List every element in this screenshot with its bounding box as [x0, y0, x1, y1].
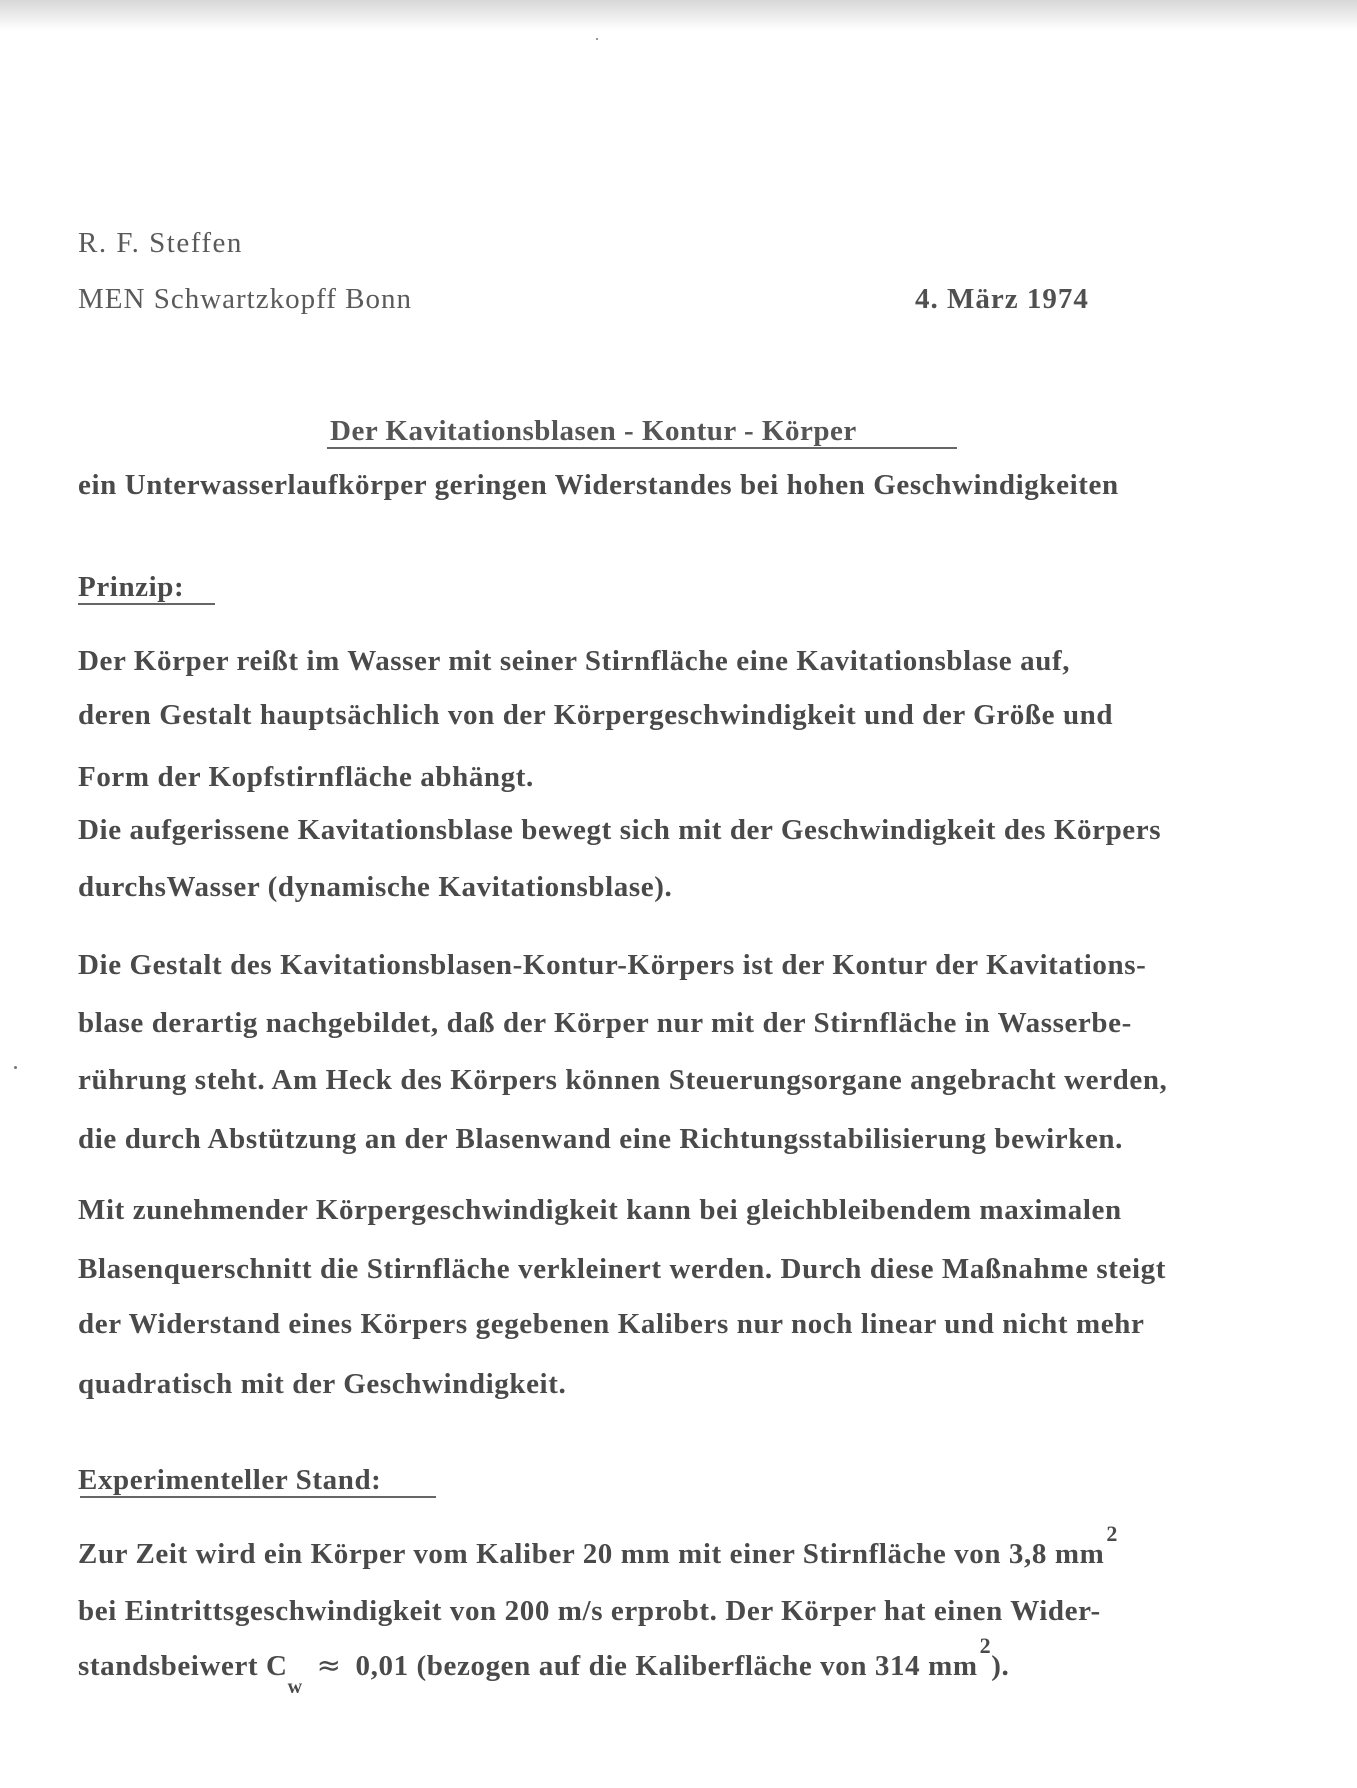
organization: MEN Schwartzkopff Bonn [78, 283, 412, 315]
paragraph-line [78, 1633, 1010, 1698]
heading-underline-prinzip [78, 603, 215, 605]
line-text: ). [991, 1650, 1010, 1682]
document-subtitle: ein Unterwasserlaufkörper geringen Widerstandes bei hohen Geschwindigkeiten [78, 469, 1119, 501]
paragraph-line: Blasenquerschnitt die Stirnfläche verkleinert werden. Durch diese Maßnahme steigt [78, 1253, 1166, 1285]
paragraph-line: Die Gestalt des Kavitationsblasen-Kontur-Körpers ist der Kontur der Kavitations- [78, 949, 1147, 981]
title-underline [327, 447, 957, 449]
heading-underline-stand [80, 1496, 436, 1498]
superscript: 2 [1106, 1521, 1118, 1546]
section-heading-prinzip: Prinzip: [78, 571, 185, 603]
document-title: Der Kavitationsblasen - Kontur - Körper [330, 415, 857, 447]
paragraph-line: Mit zunehmender Körpergeschwindigkeit kann bei gleichbleibendem maximalen [78, 1194, 1122, 1226]
line-text: Zur Zeit wird ein Körper vom Kaliber 20 mm mit einer Stirnfläche von 3,8 mm [78, 1538, 1105, 1570]
paragraph-line: Die aufgerissene Kavitationsblase bewegt sich mit der Geschwindigkeit des Körpers [78, 814, 1162, 846]
paragraph-line [78, 1521, 1118, 1573]
scan-speck [14, 1066, 17, 1069]
paragraph-line: Der Körper reißt im Wasser mit seiner Stirnfläche eine Kavitationsblase auf, [78, 645, 1071, 677]
paragraph-line: blase derartig nachgebildet, daß der Körper nur mit der Stirnfläche in Wasserbe- [78, 1007, 1132, 1039]
paragraph-line: rührung steht. Am Heck des Körpers können Steuerungsorgane angebracht werden, [78, 1064, 1168, 1096]
approx-symbol: ≈ [316, 1648, 342, 1682]
paragraph-line: quadratisch mit der Geschwindigkeit. [78, 1368, 567, 1400]
paragraph-line: die durch Abstützung an der Blasenwand eine Richtungsstabilisierung bewirken. [78, 1123, 1124, 1155]
section-heading-experimenteller-stand: Experimenteller Stand: [78, 1464, 382, 1496]
scan-speck [596, 38, 598, 40]
paragraph-line: Form der Kopfstirnfläche abhängt. [78, 761, 534, 793]
superscript: 2 [979, 1633, 992, 1658]
subscript: w [287, 1676, 303, 1698]
author: R. F. Steffen [78, 227, 243, 259]
line-text: 0,01 (bezogen auf die Kaliberfläche von 314 mm [355, 1650, 978, 1682]
document-date: 4. März 1974 [915, 283, 1089, 315]
paragraph-line: deren Gestalt hauptsächlich von der Körpergeschwindigkeit und der Größe und [78, 699, 1114, 731]
line-text: standsbeiwert C [78, 1650, 288, 1682]
paragraph-line: bei Eintrittsgeschwindigkeit von 200 m/s erprobt. Der Körper hat einen Wider- [78, 1595, 1101, 1627]
paragraph-line: der Widerstand eines Körpers gegebenen Kalibers nur noch linear und nicht mehr [78, 1308, 1145, 1340]
paragraph-line: durchsWasser (dynamische Kavitationsblase). [78, 871, 673, 903]
